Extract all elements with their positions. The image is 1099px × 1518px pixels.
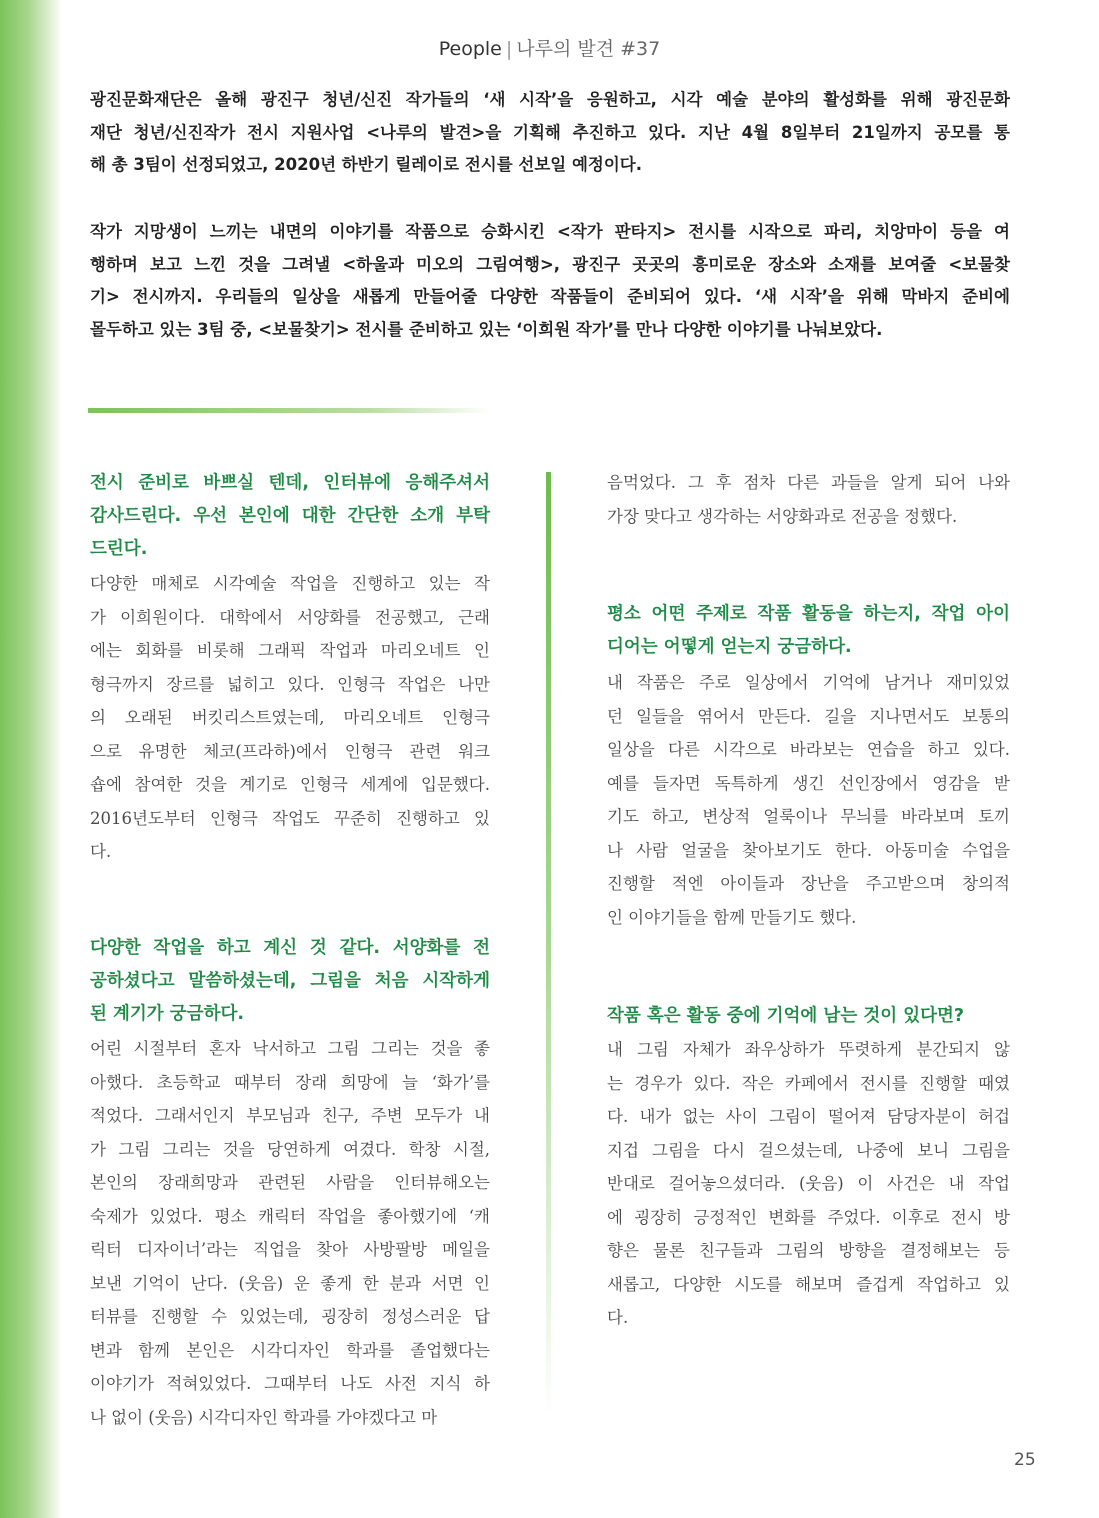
text-line: 광진문화재단은 올해 광진구 청년/신진 작가들의 ‘새 시작’을 응원하고, 시각 예술 분야의 활성화를 위해 광진문화 <box>90 90 1010 109</box>
answer-paragraph <box>90 567 490 869</box>
text-line: 드린다. <box>90 539 148 559</box>
answer-paragraph <box>607 666 1010 934</box>
text-line: 예를 들자면 독특하게 생긴 선인장에서 영감을 받 <box>607 773 1010 793</box>
text-line: 변과 함께 본인은 시각디자인 학과를 졸업했다는 <box>90 1340 490 1360</box>
section-divider <box>88 408 490 413</box>
section-label: People <box>438 38 502 60</box>
text-line: 가장 맞다고 생각하는 서양화과로 전공을 정했다. <box>607 506 958 526</box>
text-line: 인 이야기들을 함께 만들기도 했다. <box>607 907 857 927</box>
text-line: 나 사람 얼굴을 찾아보기도 한다. 아동미술 수업을 <box>607 840 1010 860</box>
text-line: 공하셨다고 말씀하셨는데, 그림을 처음 시작하게 <box>90 971 490 991</box>
running-header <box>0 34 1099 61</box>
text-line: 나 없이 (웃음) 시각디자인 학과를 가야겠다고 마 <box>90 1407 438 1427</box>
text-line: 음먹었다. 그 후 점차 다른 과들을 알게 되어 나와 <box>607 473 1010 492</box>
text-line: 지겁 그림을 다시 걸으셨는데, 나중에 보니 그림을 <box>607 1140 1010 1160</box>
text-line: 감사드린다. 우선 본인에 대한 간단한 소개 부탁 <box>90 506 490 526</box>
question-heading <box>90 932 490 1031</box>
intro-paragraph <box>90 216 1010 346</box>
intro-paragraph <box>90 84 1010 182</box>
text-line: 가 그림 그리는 것을 당연하게 여겼다. 학창 시절, <box>90 1139 490 1159</box>
text-line: 숙제가 있었다. 평소 캐릭터 작업을 좋아했기에 ‘캐 <box>90 1206 490 1226</box>
text-line: 다양한 매체로 시각예술 작업을 진행하고 있는 작 <box>90 574 490 593</box>
text-line: 내 작품은 주로 일상에서 기억에 남거나 재미있었 <box>607 673 1010 692</box>
text-line: 다양한 작업을 하고 계신 것 같다. 서양화를 전 <box>90 938 490 958</box>
text-line: 가 이희원이다. 대학에서 서양화를 전공했고, 근래 <box>90 607 490 627</box>
text-line: 기> 전시까지. 우리들의 일상을 새롭게 만들어줄 다양한 작품들이 준비되어 있다. ‘새 시작’을 위해 막바지 준비에 <box>90 287 1010 306</box>
question-heading <box>607 1000 1010 1033</box>
text-line: 다. <box>90 842 112 861</box>
series-label: 나루의 발견 #37 <box>516 38 661 60</box>
text-line: 다. 내가 없는 사이 그림이 떨어져 담당자분이 허겁 <box>607 1107 1010 1126</box>
text-line: 터뷰를 진행할 수 있었는데, 굉장히 정성스러운 답 <box>90 1307 490 1326</box>
text-line: 어린 시절부터 혼자 낙서하고 그림 그리는 것을 좋 <box>90 1039 490 1058</box>
text-line: 내 그림 자체가 좌우상하가 뚜렷하게 분간되지 않 <box>607 1040 1010 1059</box>
text-line: 이야기가 적혀있었다. 그때부터 나도 사전 지식 하 <box>90 1374 490 1393</box>
green-side-strip <box>0 0 62 1518</box>
text-line: 본인의 장래희망과 관련된 사람을 인터뷰해오는 <box>90 1173 490 1192</box>
text-line: 행하며 보고 느낀 것을 그려낼 <하울과 미오의 그림여행>, 광진구 곳곳의 흥미로운 장소와 소재를 보여줄 <보물찾 <box>90 254 1010 274</box>
text-line: 아했다. 초등학교 때부터 장래 희망에 늘 ‘화가’를 <box>90 1072 490 1092</box>
text-line: 에는 회화를 비롯해 그래픽 작업과 마리오네트 인 <box>90 641 490 660</box>
text-line: 전시 준비로 바쁘실 텐데, 인터뷰에 응해주셔서 <box>90 473 490 493</box>
header-separator: | <box>505 38 513 60</box>
text-line: 릭터 디자이너’라는 직업을 찾아 사방팔방 메일을 <box>90 1240 490 1259</box>
text-line: 보낸 기억이 난다. (웃음) 운 좋게 한 분과 서면 인 <box>90 1273 490 1293</box>
text-line: 으로 유명한 체코(프라하)에서 인형극 관련 워크 <box>90 741 490 761</box>
text-line: 몰두하고 있는 3팀 중, <보물찾기> 전시를 준비하고 있는 ‘이희원 작가’를 만나 다양한 이야기를 나눠보았다. <box>90 319 883 339</box>
text-line: 된 계기가 궁금하다. <box>90 1004 245 1024</box>
text-line: 2016년도부터 인형극 작업도 꾸준히 진행하고 있 <box>90 808 490 828</box>
text-line: 숍에 참여한 것을 계기로 인형극 세계에 입문했다. <box>90 775 490 794</box>
text-line: 재단 청년/신진작가 전시 지원사업 <나루의 발견>을 기획해 추진하고 있다. 지난 4월 8일부터 21일까지 공모를 통 <box>90 122 1010 142</box>
text-line: 진행할 적엔 아이들과 장난을 주고받으며 창의적 <box>607 874 1010 893</box>
text-line: 일상을 다른 시각으로 바라보는 연습을 하고 있다. <box>607 740 1010 759</box>
question-heading <box>90 467 490 566</box>
answer-paragraph <box>607 1033 1010 1335</box>
question-heading <box>607 598 1010 664</box>
text-line: 작품 혹은 활동 중에 기억에 남는 것이 있다면? <box>607 1006 965 1026</box>
text-line: 작가 지망생이 느끼는 내면의 이야기를 작품으로 승화시킨 <작가 판타지> 전시를 시작으로 파리, 치앙마이 등을 여 <box>90 222 1010 241</box>
text-line: 적었다. 그래서인지 부모님과 친구, 주변 모두가 내 <box>90 1106 490 1125</box>
text-line: 향은 물론 친구들과 그림의 방향을 결정해보는 등 <box>607 1241 1010 1260</box>
text-line: 해 총 3팀이 선정되었고, 2020년 하반기 릴레이로 전시를 선보일 예정이다. <box>90 155 642 174</box>
answer-paragraph <box>607 466 1010 533</box>
text-line: 디어는 어떻게 얻는지 궁금하다. <box>607 637 852 657</box>
page-number: 25 <box>1014 1450 1036 1470</box>
text-line: 평소 어떤 주제로 작품 활동을 하는지, 작업 아이 <box>607 604 1010 624</box>
answer-paragraph <box>90 1032 490 1434</box>
column-divider <box>546 472 551 1417</box>
text-line: 기도 하고, 변상적 얼룩이나 무늬를 바라보며 토끼 <box>607 807 1010 826</box>
text-line: 새롭고, 다양한 시도를 해보며 즐겁게 작업하고 있 <box>607 1274 1010 1294</box>
text-line: 형극까지 장르를 넓히고 있다. 인형극 작업은 나만 <box>90 674 490 694</box>
text-line: 던 일들을 엮어서 만든다. 길을 지나면서도 보통의 <box>607 706 1010 726</box>
text-line: 반대로 걸어놓으셨더라. (웃음) 이 사건은 내 작업 <box>607 1174 1010 1193</box>
text-line: 의 오래된 버킷리스트였는데, 마리오네트 인형극 <box>90 708 490 727</box>
text-line: 에 굉장히 긍정적인 변화를 주었다. 이후로 전시 방 <box>607 1207 1010 1227</box>
text-line: 다. <box>607 1308 629 1327</box>
text-line: 는 경우가 있다. 작은 카페에서 전시를 진행할 때였 <box>607 1073 1010 1093</box>
